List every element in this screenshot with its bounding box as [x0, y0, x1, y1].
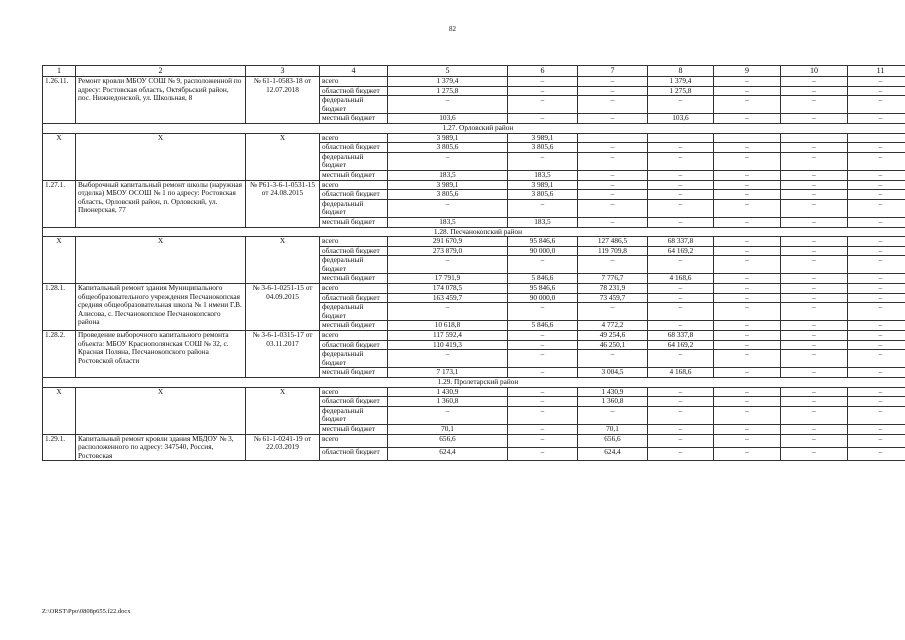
- amount-cell: –: [648, 293, 714, 303]
- amount-cell: –: [578, 152, 648, 170]
- amount-cell: –: [714, 350, 781, 368]
- budget-source: областной бюджет: [320, 143, 388, 153]
- amount-cell: –: [848, 340, 905, 350]
- amount-cell: –: [781, 96, 848, 114]
- table-row: [43, 331, 905, 341]
- amount-cell: –: [781, 406, 848, 424]
- amount-cell: –: [848, 293, 905, 303]
- section-title: 1.27. Орловский район: [43, 123, 905, 133]
- object-name: Х: [76, 133, 246, 180]
- amount-cell: –: [848, 434, 905, 447]
- amount-cell: –: [848, 447, 905, 460]
- amount-cell: –: [508, 397, 578, 407]
- amount-cell: 1 430,9: [388, 387, 508, 397]
- amount-cell: –: [848, 387, 905, 397]
- budget-source: областной бюджет: [320, 190, 388, 200]
- amount-cell: –: [648, 217, 714, 227]
- amount-cell: 174 078,5: [388, 284, 508, 294]
- amount-cell: 1 379,4: [388, 77, 508, 87]
- budget-source: местный бюджет: [320, 424, 388, 434]
- amount-cell: –: [714, 217, 781, 227]
- amount-cell: –: [578, 217, 648, 227]
- amount-cell: –: [714, 199, 781, 217]
- budget-source: всего: [320, 284, 388, 294]
- table-row: [43, 284, 905, 294]
- amount-cell: –: [781, 86, 848, 96]
- column-header: 10: [781, 66, 848, 77]
- amount-cell: –: [781, 340, 848, 350]
- amount-cell: –: [848, 152, 905, 170]
- amount-cell: –: [388, 96, 508, 114]
- amount-cell: –: [648, 321, 714, 331]
- budget-source: местный бюджет: [320, 274, 388, 284]
- amount-cell: –: [714, 340, 781, 350]
- table-row: [43, 237, 905, 247]
- amount-cell: 68 337,8: [648, 237, 714, 247]
- amount-cell: –: [714, 447, 781, 460]
- row-number: 1.29.1.: [43, 434, 76, 461]
- amount-cell: –: [578, 114, 648, 124]
- amount-cell: –: [578, 86, 648, 96]
- amount-cell: –: [781, 143, 848, 153]
- amount-cell: –: [714, 293, 781, 303]
- amount-cell: –: [781, 170, 848, 180]
- amount-cell: 127 486,5: [578, 237, 648, 247]
- amount-cell: 183,5: [508, 170, 578, 180]
- budget-source: местный бюджет: [320, 217, 388, 227]
- amount-cell: 3 989,1: [388, 180, 508, 190]
- row-number: Х: [43, 237, 76, 284]
- amount-cell: 3 805,6: [508, 143, 578, 153]
- object-name: Ремонт кровли МБОУ СОШ № 9, расположенной по адресу: Ростовская область, Октябрьский район, пос. Нижнедонской, ул. Школьная, 8: [76, 77, 246, 124]
- amount-cell: 656,6: [578, 434, 648, 447]
- amount-cell: –: [388, 350, 508, 368]
- column-header: 4: [320, 66, 388, 77]
- amount-cell: 624,4: [388, 447, 508, 460]
- column-header: 3: [246, 66, 320, 77]
- budget-source: всего: [320, 133, 388, 143]
- amount-cell: –: [508, 256, 578, 274]
- object-name: Проведение выборочного капитального ремонта объекта: МБОУ Краснополянская СОШ № 32, с. Красная Поляна, Песчанокопского района Ростовской области: [76, 331, 246, 378]
- column-header: 1: [43, 66, 76, 77]
- amount-cell: –: [578, 190, 648, 200]
- amount-cell: –: [848, 406, 905, 424]
- section-title: 1.29. Пролетарский район: [43, 378, 905, 388]
- row-number: 1.27.1.: [43, 180, 76, 227]
- amount-cell: 656,6: [388, 434, 508, 447]
- budget-source: всего: [320, 180, 388, 190]
- amount-cell: –: [508, 331, 578, 341]
- amount-cell: –: [848, 368, 905, 378]
- amount-cell: –: [714, 246, 781, 256]
- amount-cell: –: [848, 331, 905, 341]
- amount-cell: 183,5: [508, 217, 578, 227]
- amount-cell: –: [781, 331, 848, 341]
- amount-cell: –: [848, 143, 905, 153]
- document-number: № 61-1-0241-19 от 22.03.2019: [246, 434, 320, 461]
- amount-cell: 3 805,6: [388, 190, 508, 200]
- amount-cell: –: [848, 321, 905, 331]
- amount-cell: [578, 133, 648, 143]
- document-number: № 3-6-1-0315-17 от 03.11.2017: [246, 331, 320, 378]
- amount-cell: –: [508, 387, 578, 397]
- column-header: 7: [578, 66, 648, 77]
- budget-source: областной бюджет: [320, 246, 388, 256]
- amount-cell: –: [848, 303, 905, 321]
- amount-cell: –: [848, 86, 905, 96]
- column-header: 9: [714, 66, 781, 77]
- section-title: 1.28. Песчанокопский район: [43, 227, 905, 237]
- amount-cell: 70,1: [578, 424, 648, 434]
- amount-cell: –: [781, 217, 848, 227]
- amount-cell: 3 989,1: [388, 133, 508, 143]
- amount-cell: 1 360,8: [388, 397, 508, 407]
- document-number: № 61-1-0583-18 от 12.07.2018: [246, 77, 320, 124]
- column-header: 6: [508, 66, 578, 77]
- amount-cell: 4 168,6: [648, 274, 714, 284]
- column-header: 11: [848, 66, 905, 77]
- section-row: [43, 227, 905, 237]
- amount-cell: –: [781, 303, 848, 321]
- amount-cell: 4 168,6: [648, 368, 714, 378]
- amount-cell: 5 846,6: [508, 274, 578, 284]
- amount-cell: –: [388, 303, 508, 321]
- amount-cell: –: [781, 284, 848, 294]
- amount-cell: –: [714, 180, 781, 190]
- amount-cell: –: [714, 424, 781, 434]
- amount-cell: 68 337,8: [648, 331, 714, 341]
- amount-cell: 3 805,6: [388, 143, 508, 153]
- amount-cell: –: [648, 387, 714, 397]
- table-row: [43, 387, 905, 397]
- amount-cell: 183,5: [388, 170, 508, 180]
- budget-source: всего: [320, 434, 388, 447]
- budget-source: местный бюджет: [320, 368, 388, 378]
- amount-cell: 3 989,1: [508, 180, 578, 190]
- amount-cell: –: [781, 237, 848, 247]
- amount-cell: 64 169,2: [648, 246, 714, 256]
- amount-cell: 4 772,2: [578, 321, 648, 331]
- amount-cell: 95 846,6: [508, 237, 578, 247]
- table-body: [43, 66, 905, 461]
- budget-source: федеральный бюджет: [320, 199, 388, 217]
- section-row: [43, 378, 905, 388]
- amount-cell: –: [714, 143, 781, 153]
- amount-cell: –: [714, 77, 781, 87]
- amount-cell: 183,5: [388, 217, 508, 227]
- amount-cell: 7 776,7: [578, 274, 648, 284]
- amount-cell: 163 459,7: [388, 293, 508, 303]
- amount-cell: –: [714, 152, 781, 170]
- row-number: 1.26.11.: [43, 77, 76, 124]
- document-number: № Р61-3-6-1-0531-15 от 24.08.2015: [246, 180, 320, 227]
- budget-source: федеральный бюджет: [320, 303, 388, 321]
- budget-table: [42, 65, 905, 461]
- amount-cell: 3 805,6: [508, 190, 578, 200]
- amount-cell: –: [648, 170, 714, 180]
- amount-cell: –: [648, 447, 714, 460]
- amount-cell: –: [578, 256, 648, 274]
- amount-cell: –: [578, 143, 648, 153]
- amount-cell: –: [578, 180, 648, 190]
- amount-cell: –: [848, 180, 905, 190]
- table-row: [43, 133, 905, 143]
- amount-cell: –: [578, 350, 648, 368]
- budget-source: всего: [320, 237, 388, 247]
- amount-cell: –: [781, 397, 848, 407]
- amount-cell: –: [848, 217, 905, 227]
- amount-cell: –: [848, 256, 905, 274]
- amount-cell: [848, 133, 905, 143]
- amount-cell: –: [848, 424, 905, 434]
- amount-cell: 119 709,8: [578, 246, 648, 256]
- amount-cell: –: [578, 406, 648, 424]
- amount-cell: 117 592,4: [388, 331, 508, 341]
- column-header: 8: [648, 66, 714, 77]
- amount-cell: 103,6: [648, 114, 714, 124]
- budget-source: областной бюджет: [320, 293, 388, 303]
- amount-cell: 103,6: [388, 114, 508, 124]
- amount-cell: 1 430,9: [578, 387, 648, 397]
- amount-cell: –: [648, 284, 714, 294]
- budget-source: всего: [320, 387, 388, 397]
- amount-cell: –: [781, 447, 848, 460]
- amount-cell: –: [648, 143, 714, 153]
- row-number: 1.28.2.: [43, 331, 76, 378]
- amount-cell: –: [648, 190, 714, 200]
- amount-cell: [714, 133, 781, 143]
- amount-cell: –: [848, 274, 905, 284]
- amount-cell: 78 231,9: [578, 284, 648, 294]
- amount-cell: –: [848, 284, 905, 294]
- amount-cell: –: [648, 350, 714, 368]
- amount-cell: –: [508, 303, 578, 321]
- amount-cell: –: [508, 350, 578, 368]
- amount-cell: –: [508, 114, 578, 124]
- amount-cell: 273 879,0: [388, 246, 508, 256]
- amount-cell: –: [388, 199, 508, 217]
- amount-cell: –: [714, 274, 781, 284]
- amount-cell: –: [714, 86, 781, 96]
- document-number: № 3-6-1-0251-15 от 04.09.2015: [246, 284, 320, 331]
- document-number: Х: [246, 133, 320, 180]
- amount-cell: –: [848, 96, 905, 114]
- amount-cell: 46 250,1: [578, 340, 648, 350]
- amount-cell: –: [781, 199, 848, 217]
- budget-source: федеральный бюджет: [320, 350, 388, 368]
- amount-cell: 5 846,6: [508, 321, 578, 331]
- amount-cell: –: [508, 86, 578, 96]
- amount-cell: 49 254,6: [578, 331, 648, 341]
- amount-cell: 291 670,9: [388, 237, 508, 247]
- amount-cell: –: [508, 424, 578, 434]
- amount-cell: –: [508, 447, 578, 460]
- amount-cell: –: [781, 274, 848, 284]
- amount-cell: –: [508, 152, 578, 170]
- amount-cell: 1 275,8: [388, 86, 508, 96]
- amount-cell: –: [714, 114, 781, 124]
- amount-cell: –: [578, 199, 648, 217]
- amount-cell: –: [781, 350, 848, 368]
- amount-cell: –: [714, 368, 781, 378]
- budget-source: областной бюджет: [320, 447, 388, 460]
- document-number: Х: [246, 387, 320, 434]
- amount-cell: –: [508, 96, 578, 114]
- amount-cell: –: [781, 387, 848, 397]
- amount-cell: –: [714, 387, 781, 397]
- budget-source: всего: [320, 77, 388, 87]
- amount-cell: –: [848, 350, 905, 368]
- amount-cell: –: [578, 303, 648, 321]
- amount-cell: –: [781, 293, 848, 303]
- amount-cell: –: [648, 397, 714, 407]
- amount-cell: –: [508, 406, 578, 424]
- budget-source: федеральный бюджет: [320, 406, 388, 424]
- budget-source: федеральный бюджет: [320, 152, 388, 170]
- amount-cell: 73 459,7: [578, 293, 648, 303]
- amount-cell: –: [714, 397, 781, 407]
- amount-cell: –: [848, 397, 905, 407]
- budget-source: федеральный бюджет: [320, 256, 388, 274]
- amount-cell: 7 173,1: [388, 368, 508, 378]
- object-name: Капитальный ремонт здания Муниципального общеобразовательного учреждения Песчанокопская средняя общеобразовательная школа № 1 имени Г.В. Алисова, с. Песчанокопское Песчанокопского района: [76, 284, 246, 331]
- amount-cell: –: [848, 246, 905, 256]
- amount-cell: –: [578, 96, 648, 114]
- amount-cell: –: [578, 77, 648, 87]
- amount-cell: 1 379,4: [648, 77, 714, 87]
- amount-cell: –: [714, 190, 781, 200]
- amount-cell: –: [508, 340, 578, 350]
- amount-cell: 3 989,1: [508, 133, 578, 143]
- amount-cell: –: [781, 368, 848, 378]
- amount-cell: –: [648, 406, 714, 424]
- amount-cell: 624,4: [578, 447, 648, 460]
- table-row: [43, 77, 905, 87]
- amount-cell: –: [848, 199, 905, 217]
- object-name: Выборочный капитальный ремонт школы (наружная отделка) МБОУ ОСОШ № 1 по адресу: Ростовская область, Орловский район, п. Орловский, ул. Пионерская, 77: [76, 180, 246, 227]
- amount-cell: –: [648, 256, 714, 274]
- amount-cell: –: [648, 434, 714, 447]
- amount-cell: –: [848, 237, 905, 247]
- amount-cell: –: [508, 77, 578, 87]
- header-row: [43, 66, 905, 77]
- amount-cell: 3 004,5: [578, 368, 648, 378]
- budget-source: областной бюджет: [320, 340, 388, 350]
- amount-cell: –: [508, 199, 578, 217]
- amount-cell: 1 360,8: [578, 397, 648, 407]
- budget-source: местный бюджет: [320, 114, 388, 124]
- amount-cell: –: [648, 303, 714, 321]
- amount-cell: 64 169,2: [648, 340, 714, 350]
- row-number: Х: [43, 133, 76, 180]
- amount-cell: 70,1: [388, 424, 508, 434]
- amount-cell: –: [648, 199, 714, 217]
- amount-cell: –: [388, 152, 508, 170]
- amount-cell: –: [714, 237, 781, 247]
- budget-source: областной бюджет: [320, 86, 388, 96]
- amount-cell: –: [648, 180, 714, 190]
- amount-cell: –: [714, 406, 781, 424]
- table-row: [43, 180, 905, 190]
- table-row: [43, 434, 905, 447]
- row-number: Х: [43, 387, 76, 434]
- budget-source: местный бюджет: [320, 170, 388, 180]
- footer-file-path: Z:\ORST\Ppo\0808p655.f22.docx: [42, 608, 131, 615]
- amount-cell: –: [508, 368, 578, 378]
- amount-cell: –: [714, 331, 781, 341]
- amount-cell: –: [714, 434, 781, 447]
- amount-cell: –: [781, 180, 848, 190]
- amount-cell: –: [781, 77, 848, 87]
- object-name: Капитальный ремонт кровли здания МБДОУ № 3, расположенного по адресу: 347540, Россия, Ростовская: [76, 434, 246, 461]
- amount-cell: –: [508, 434, 578, 447]
- object-name: Х: [76, 387, 246, 434]
- amount-cell: –: [714, 96, 781, 114]
- amount-cell: –: [388, 256, 508, 274]
- amount-cell: –: [578, 170, 648, 180]
- amount-cell: –: [848, 170, 905, 180]
- amount-cell: –: [781, 424, 848, 434]
- amount-cell: 1 275,8: [648, 86, 714, 96]
- amount-cell: –: [388, 406, 508, 424]
- budget-source: всего: [320, 331, 388, 341]
- amount-cell: –: [848, 114, 905, 124]
- amount-cell: –: [648, 96, 714, 114]
- amount-cell: –: [848, 190, 905, 200]
- section-row: [43, 123, 905, 133]
- amount-cell: –: [781, 246, 848, 256]
- amount-cell: –: [781, 434, 848, 447]
- amount-cell: –: [714, 284, 781, 294]
- amount-cell: –: [781, 256, 848, 274]
- amount-cell: [648, 133, 714, 143]
- amount-cell: –: [714, 321, 781, 331]
- amount-cell: –: [648, 424, 714, 434]
- amount-cell: [781, 133, 848, 143]
- budget-source: местный бюджет: [320, 321, 388, 331]
- amount-cell: 10 618,8: [388, 321, 508, 331]
- column-header: 2: [76, 66, 246, 77]
- amount-cell: 95 846,6: [508, 284, 578, 294]
- amount-cell: 90 000,0: [508, 293, 578, 303]
- amount-cell: 110 419,3: [388, 340, 508, 350]
- amount-cell: –: [781, 114, 848, 124]
- amount-cell: –: [714, 303, 781, 321]
- amount-cell: 17 791,9: [388, 274, 508, 284]
- amount-cell: –: [781, 321, 848, 331]
- amount-cell: –: [714, 170, 781, 180]
- row-number: 1.28.1.: [43, 284, 76, 331]
- document-number: Х: [246, 237, 320, 284]
- amount-cell: –: [848, 77, 905, 87]
- amount-cell: –: [781, 152, 848, 170]
- amount-cell: –: [714, 256, 781, 274]
- amount-cell: –: [648, 152, 714, 170]
- amount-cell: 90 000,0: [508, 246, 578, 256]
- object-name: Х: [76, 237, 246, 284]
- column-header: 5: [388, 66, 508, 77]
- budget-source: областной бюджет: [320, 397, 388, 407]
- budget-source: федеральный бюджет: [320, 96, 388, 114]
- amount-cell: –: [781, 190, 848, 200]
- page-number: 82: [449, 25, 456, 33]
